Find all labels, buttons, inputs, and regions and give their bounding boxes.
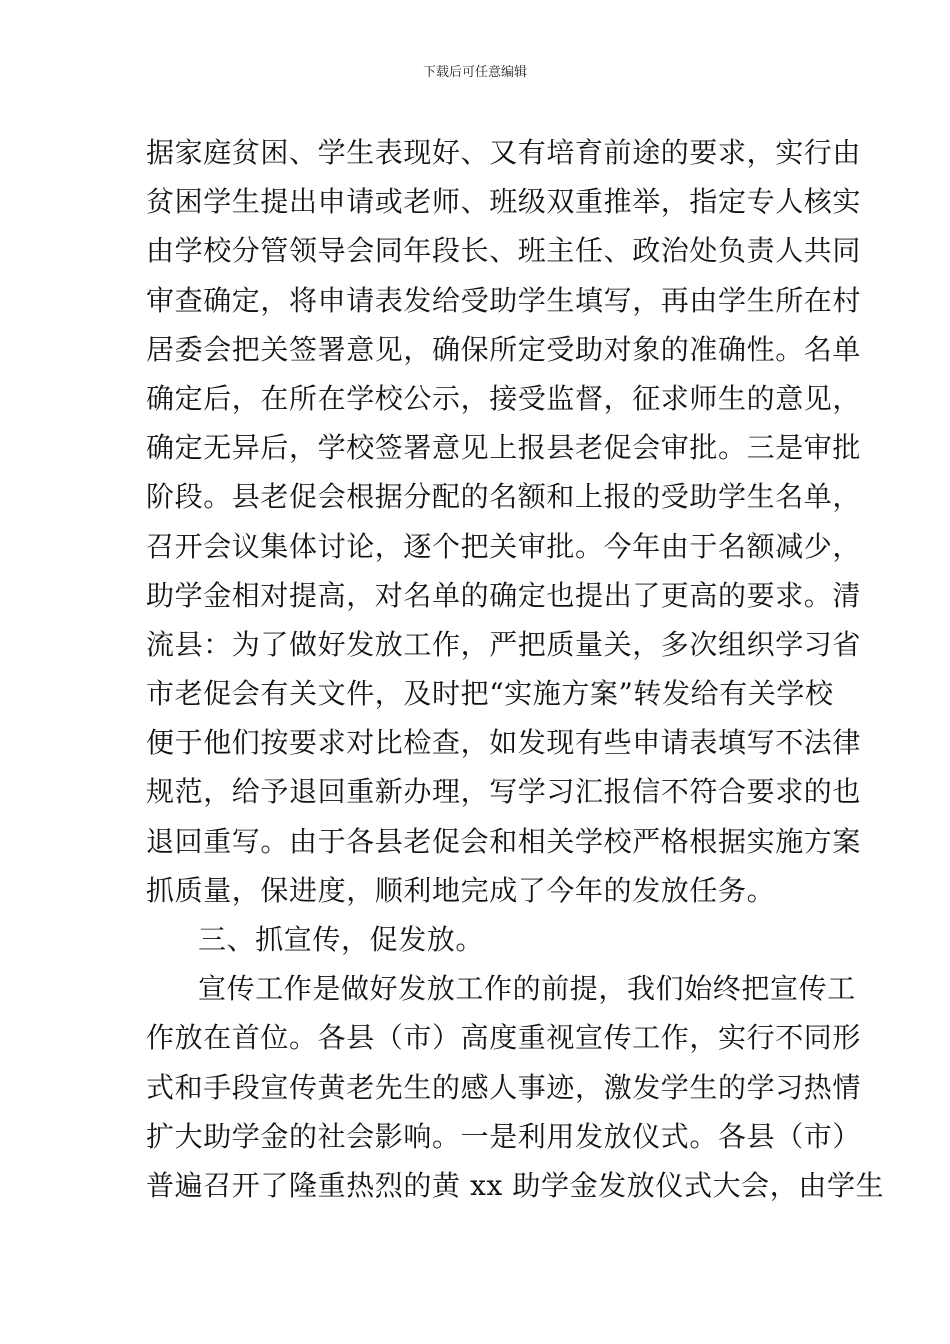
page-header-note: 下载后可任意编辑 [422, 65, 527, 80]
paragraph-line: 作放在首位。各县（市）高度重视宣传工作，实行不同形 [146, 1021, 862, 1055]
paragraph-line: 确定无异后，学校签署意见上报县老促会审批。三是审批 [146, 431, 862, 465]
paragraph-line: 据家庭贫困、学生表现好、又有培育前途的要求，实行由 [146, 136, 862, 169]
paragraph-line: 抓质量，保进度，顺利地完成了今年的发放任务。 [146, 873, 776, 907]
document-body [146, 128, 885, 1210]
paragraph-line: 贫困学生提出申请或老师、班级双重推举，指定专人核实 [146, 185, 862, 219]
paragraph-line: 阶段。县老促会根据分配的名额和上报的受助学生名单， [146, 480, 862, 514]
paragraph-line: 便于他们按要求对比检查，如发现有些申请表填写不法律 [146, 726, 862, 760]
paragraph-line: 退回重写。由于各县老促会和相关学校严格根据实施方案 [146, 824, 862, 858]
paragraph-line: 助学金相对提高，对名单的确定也提出了更高的要求。清 [146, 578, 862, 612]
paragraph-line: 规范，给予退回重新办理，写学习汇报信不符合要求的也 [146, 775, 862, 809]
paragraph-line: 由学校分管领导会同年段长、班主任、政治处负责人共同 [146, 234, 862, 268]
paragraph-line: 扩大助学金的社会影响。一是利用发放仪式。各县（市） [146, 1119, 862, 1153]
paragraph-line: 普遍召开了隆重热烈的黄 xx 助学金发放仪式大会，由学生 [146, 1168, 885, 1202]
section-heading: 三、抓宣传，促发放。 [198, 923, 485, 956]
paragraph-line: 审查确定，将申请表发给受助学生填写，再由学生所在村 [146, 283, 862, 317]
paragraph-line: 流县：为了做好发放工作，严把质量关，多次组织学习省 [146, 627, 862, 661]
paragraph-line: 式和手段宣传黄老先生的感人事迹，激发学生的学习热情 [146, 1070, 862, 1104]
paragraph-line: 确定后，在所在学校公示，接受监督，征求师生的意见， [146, 381, 862, 415]
paragraph-line: 居委会把关签署意见，确保所定受助对象的准确性。名单 [146, 332, 862, 366]
paragraph-line: 召开会议集体讨论，逐个把关审批。今年由于名额减少， [146, 529, 862, 563]
paragraph-line: 宣传工作是做好发放工作的前提，我们始终把宣传工 [198, 972, 856, 1006]
paragraph-line: 市老促会有关文件，及时把“实施方案”转发给有关学校 [146, 677, 834, 711]
